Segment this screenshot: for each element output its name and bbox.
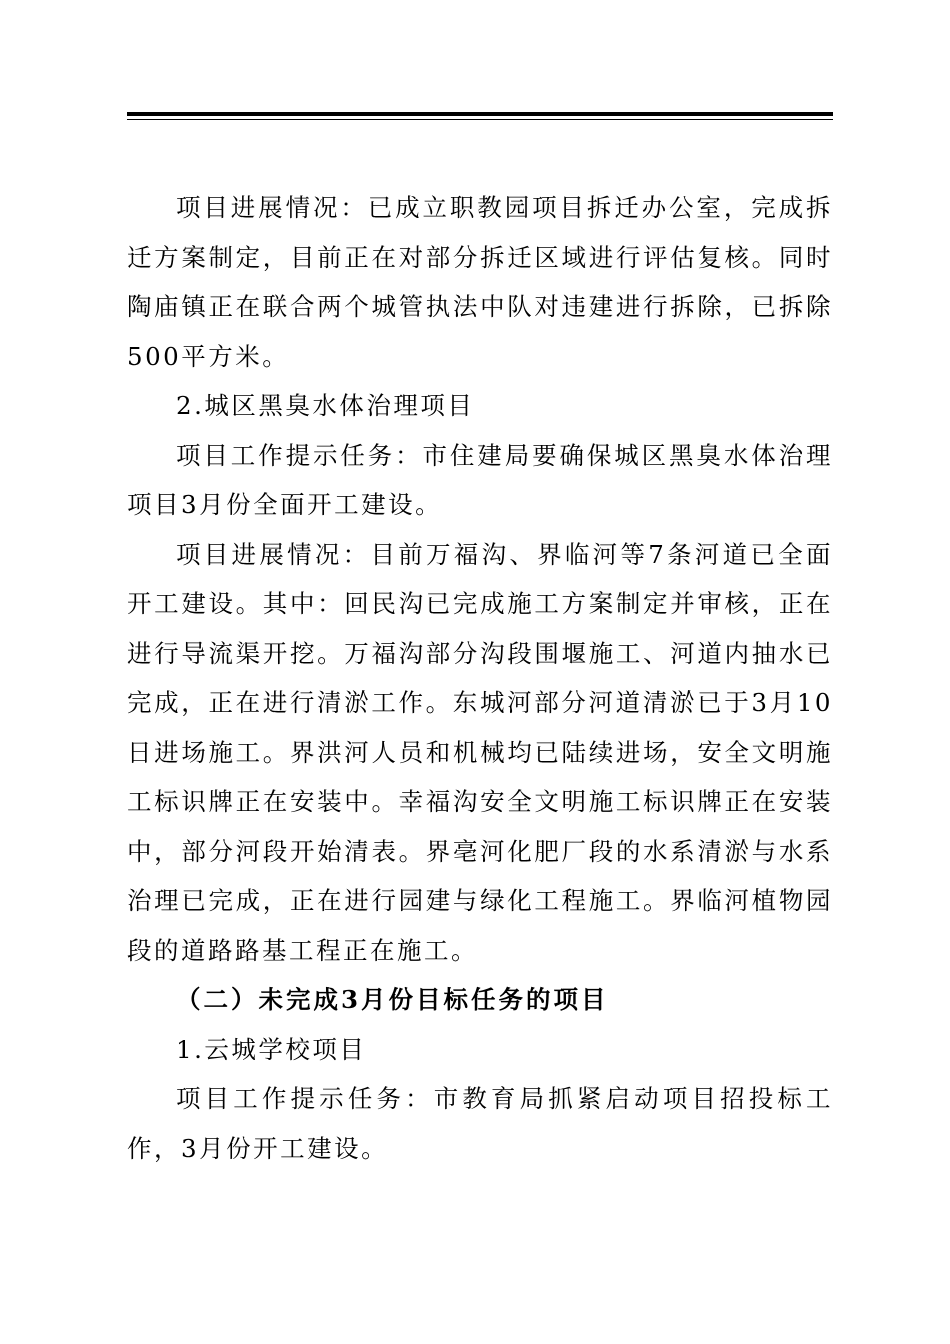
paragraph-progress-vocational-park: 项目进展情况：已成立职教园项目拆迁办公室，完成拆迁方案制定，目前正在对部分拆迁区域进行评估复核。同时陶庙镇正在联合两个城管执法中队对违建进行拆除，已拆除500平方米。 — [127, 193, 833, 371]
subheading-yuncheng-school-project: 1.云城学校项目 — [176, 1034, 367, 1064]
paragraph-task-water-treatment: 项目工作提示任务：市住建局要确保城区黑臭水体治理项目3月份全面开工建设。 — [127, 440, 833, 519]
section-heading-incomplete-projects: （二）未完成3月份目标任务的项目 — [176, 985, 609, 1014]
subheading-black-odorous-water-project: 2.城区黑臭水体治理项目 — [176, 391, 475, 420]
paragraph-task-yuncheng-school: 项目工作提示任务：市教育局抓紧启动项目招投标工作，3月份开工建设。 — [127, 1084, 833, 1163]
header-rule-thin — [127, 119, 833, 120]
paragraph-progress-water-treatment: 项目进展情况：目前万福沟、界临河等7条河道已全面开工建设。其中：回民沟已完成施工方案制定并审核，正在进行导流渠开挖。万福沟部分沟段围堰施工、河道内抽水已完成，正在进行清淤工作。东城河部分河道清淤已于3月10日进场施工。界洪河人员和机械均已陆续进场，安全文明施工标识牌正在安装中。幸福沟安全文明施工标识牌正在安装中，部分河段开始清表。界亳河化肥厂段的水系清淤与水系治理已完成，正在进行园建与绿化工程施工。界临河植物园段的道路路基工程正在施工。 — [127, 539, 833, 965]
header-rule-thick — [127, 112, 833, 116]
document-body — [127, 183, 833, 1173]
